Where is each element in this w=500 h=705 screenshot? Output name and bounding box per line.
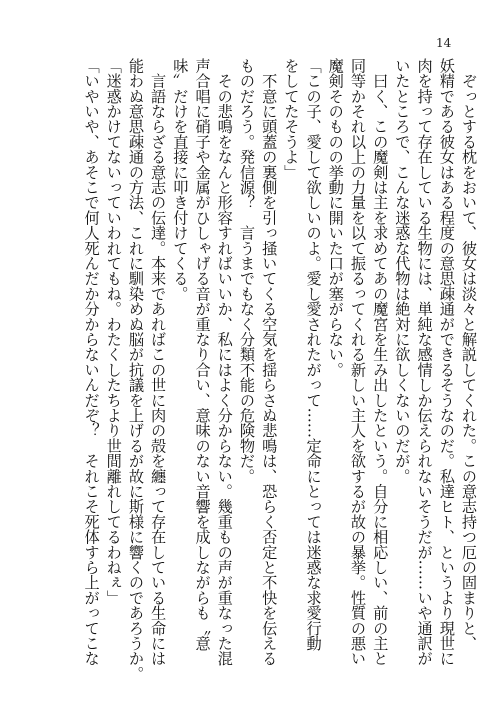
text-line: その悲鳴をなんと形容すればいいか、私にはよく分からない。幾重もの声が重なった混 xyxy=(215,58,234,666)
text-line: 肉を持って存在している生物には、単純な感情しか伝えられないそうだが……いや通訳が xyxy=(415,58,434,666)
text-line: 曰く、この魔剣は主を求めてあの魔宮を生み出したという。自分に相応しい、前の主と xyxy=(371,58,390,666)
text-line: 味〟だけを直接に叩き付けてくる。 xyxy=(171,58,190,302)
text-line: 魔剣そのものの挙動に開いた口が塞がらない。 xyxy=(326,58,345,378)
text-line: いたところで、こんな迷惑な代物は絶対に欲しくないのだが。 xyxy=(393,58,412,484)
text-line: をしてたそうよ」 xyxy=(282,58,301,180)
text-line: 不意に頭蓋の裏側を引っ掻いてくる空気を揺らさぬ悲鳴は、恐らく否定と不快を伝える xyxy=(260,58,279,666)
novel-text xyxy=(28,58,480,683)
text-line: ぞっとする枕をおいて、彼女は淡々と解説してくれた。この意志持つ厄の固まりと、 xyxy=(460,58,478,651)
text-line: 言語ならざる意志の伝達。本来であればこの世に肉の殻を纏って存在している生命には xyxy=(149,58,168,666)
text-line: 「いやいや、あそこで何人死んだか分からないんだぞ？ それこそ死体すら上がってこな xyxy=(82,58,101,666)
text-line: 「この子、愛して欲しいのよ。愛し愛されたがって……定命にとっては迷惑な求愛行動 xyxy=(304,58,323,651)
text-line: 声合唱に硝子や金属がひしゃげる音が重なり合い、意味のない音響を成しながらも〝意 xyxy=(193,58,212,651)
text-line: 「迷惑かけてないっていわれてもね。わたくしたちより世間離れしてるわねぇ」 xyxy=(104,58,123,606)
text-line: ものだろう。発信源？ 言うまでもなく分類不能の危険物だ。 xyxy=(237,58,256,484)
text-line: 妖精である彼女はある程度の意思疎通ができるそうなのだ。私達ヒト、というより現世に xyxy=(437,58,456,666)
page-number: 14 xyxy=(436,36,452,50)
text-line: 能わぬ意思疎通の方法、これに馴染めぬ脳が抗議を上げるが故に斯様に響くのであろうか。 xyxy=(126,58,145,682)
text-line: 同等かそれ以上の力量を以て振るってくれる新しい主人を欲するが故の暴挙。性質の悪い xyxy=(348,58,367,666)
